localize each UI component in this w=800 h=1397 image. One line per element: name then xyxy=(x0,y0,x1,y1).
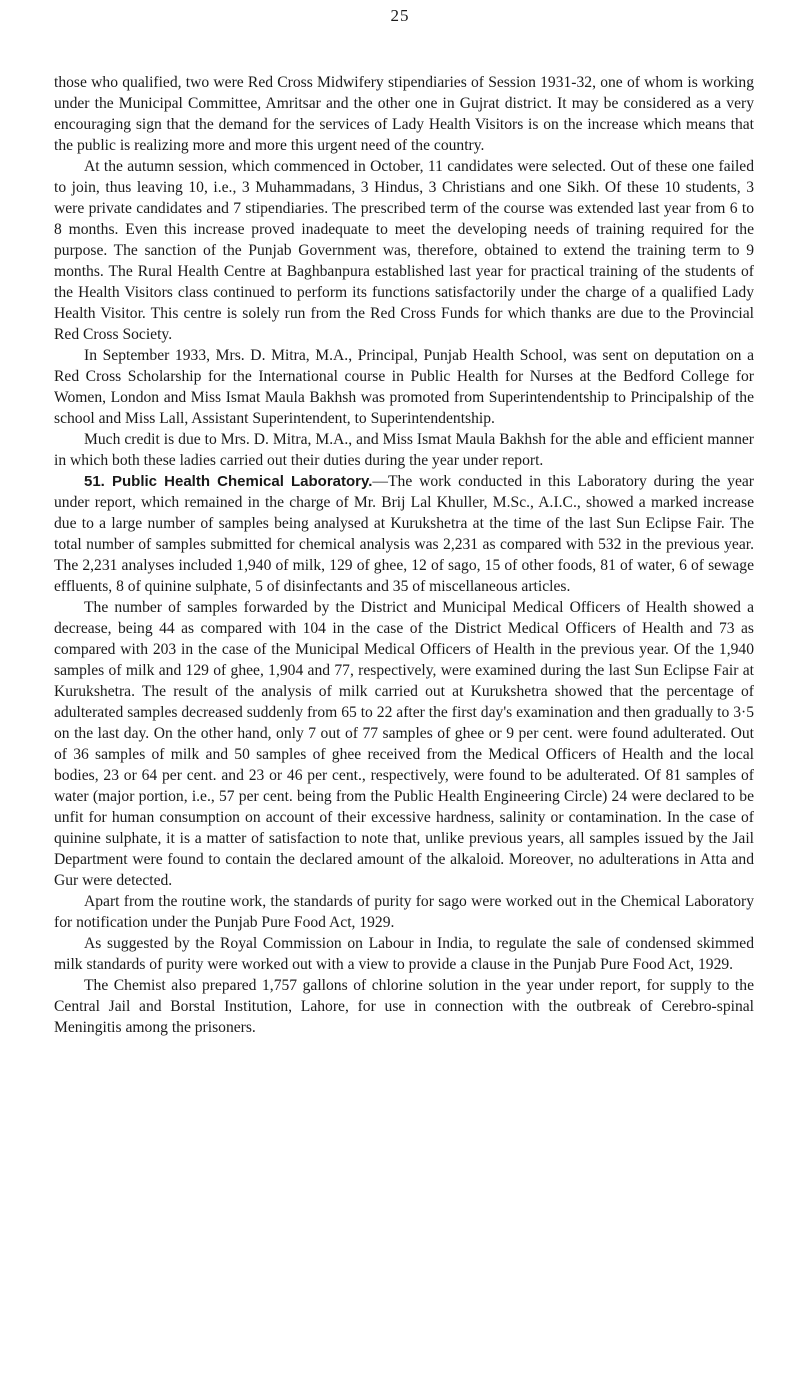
paragraph-samples: The number of samples forwarded by the District and Municipal Medical Officers of Health showed a decrease, being 44 as compared with 104 in the case of the District Medical Officers of Health and 73 as compared with 203 in the case of the Municipal Medical Officers of Health in the previous year. Of the 1,940 samples of milk and 129 of ghee, 1,904 and 77, respectively, were examined during the last Sun Eclipse Fair at Kurukshetra. The result of the analysis of milk carried out at Kurukshetra showed that the percentage of adulterated samples decreased suddenly from 65 to 22 after the first day's examination and then gradually to 3·5 on the last day. On the other hand, only 7 out of 77 samples of ghee or 9 per cent. were found adulterated. Out of 36 samples of milk and 50 samples of ghee received from the Medical Officers of Health and the local bodies, 23 or 64 per cent. and 23 or 46 per cent., respectively, were found to be adulterated. Of 81 samples of water (major portion, i.e., 57 per cent. being from the Public Health Engineering Circle) 24 were declared to be unfit for human consumption on account of their excessive hardness, salinity or contamination. In the case of quinine sulphate, it is a matter of satisfaction to note that, unlike previous years, all samples issued by the Jail Department were found to contain the declared amount of the alkaloid. Moreover, no adulterations in Atta and Gur were detected. xyxy=(54,599,754,889)
paragraph-laboratory-text: —The work conducted in this Laboratory during the year under report, which remained in the charge of Mr. Brij Lal Khuller, M.Sc., A.I.C., showed a marked increase due to a large number of samples being analysed at Kurukshetra at the time of the last Sun Eclipse Fair. The total number of samples submitted for chemical analysis was 2,231 as compared with 532 in the previous year. The 2,231 analyses included 1,940 of milk, 129 of ghee, 12 of sago, 15 of other foods, 81 of water, 6 of sewage effluents, 8 of quinine sulphate, 5 of disinfectants and 35 of miscellaneous articles. xyxy=(54,473,754,595)
paragraph-deputation: In September 1933, Mrs. D. Mitra, M.A., Principal, Punjab Health School, was sent on deputation on a Red Cross Scholarship for the International course in Public Health for Nurses at the Bedford College for Women, London and Miss Ismat Maula Bakhsh was promoted from Superintendentship to Principalship of the school and Miss Lall, Assistant Superintendent, to Superintendentship. xyxy=(54,347,754,427)
page-number: 25 xyxy=(390,6,410,25)
paragraph-credit: Much credit is due to Mrs. D. Mitra, M.A., and Miss Ismat Maula Bakhsh for the able and efficient manner in which both these ladies carried out their duties during the year under report. xyxy=(54,431,754,469)
paragraph-continuation: those who qualified, two were Red Cross Midwifery stipendiaries of Session 1931-32, one of whom is working under the Municipal Committee, Amritsar and the other one in Gujrat district. It may be considered as a very encouraging sign that the demand for the services of Lady Health Visitors is on the increase which means that the public is realizing more and more this urgent need of the country. xyxy=(54,74,754,154)
paragraph-laboratory xyxy=(54,471,754,597)
section-heading-laboratory: 51. Public Health Chemical Laboratory. xyxy=(84,473,373,490)
body-text xyxy=(54,72,754,1038)
paragraph-autumn-session: At the autumn session, which commenced in October, 11 candidates were selected. Out of these one failed to join, thus leaving 10, i.e., 3 Muhammadans, 3 Hindus, 3 Christians and one Sikh. Of these 10 students, 3 were private candidates and 7 stipendiaries. The prescribed term of the course was extended last year from 6 to 8 months. Even this increase proved inadequate to meet the developing needs of training required for the purpose. The sanction of the Punjab Government was, therefore, obtained to extend the training term to 9 months. The Rural Health Centre at Baghbanpura established last year for practical training of the students of the Health Visitors class continued to perform its functions satisfactorily under the charge of a qualified Lady Health Visitor. This centre is solely run from the Red Cross Funds for which thanks are due to the Provincial Red Cross Society. xyxy=(54,158,754,343)
paragraph-chlorine: The Chemist also prepared 1,757 gallons of chlorine solution in the year under report, for supply to the Central Jail and Borstal Institution, Lahore, for use in connection with the outbreak of Cerebro-spinal Meningitis among the prisoners. xyxy=(54,977,754,1036)
paragraph-condensed-milk: As suggested by the Royal Commission on Labour in India, to regulate the sale of condensed skimmed milk standards of purity were worked out with a view to provide a clause in the Punjab Pure Food Act, 1929. xyxy=(54,935,754,973)
paragraph-sago-standards: Apart from the routine work, the standards of purity for sago were worked out in the Chemical Laboratory for notification under the Punjab Pure Food Act, 1929. xyxy=(54,893,754,931)
